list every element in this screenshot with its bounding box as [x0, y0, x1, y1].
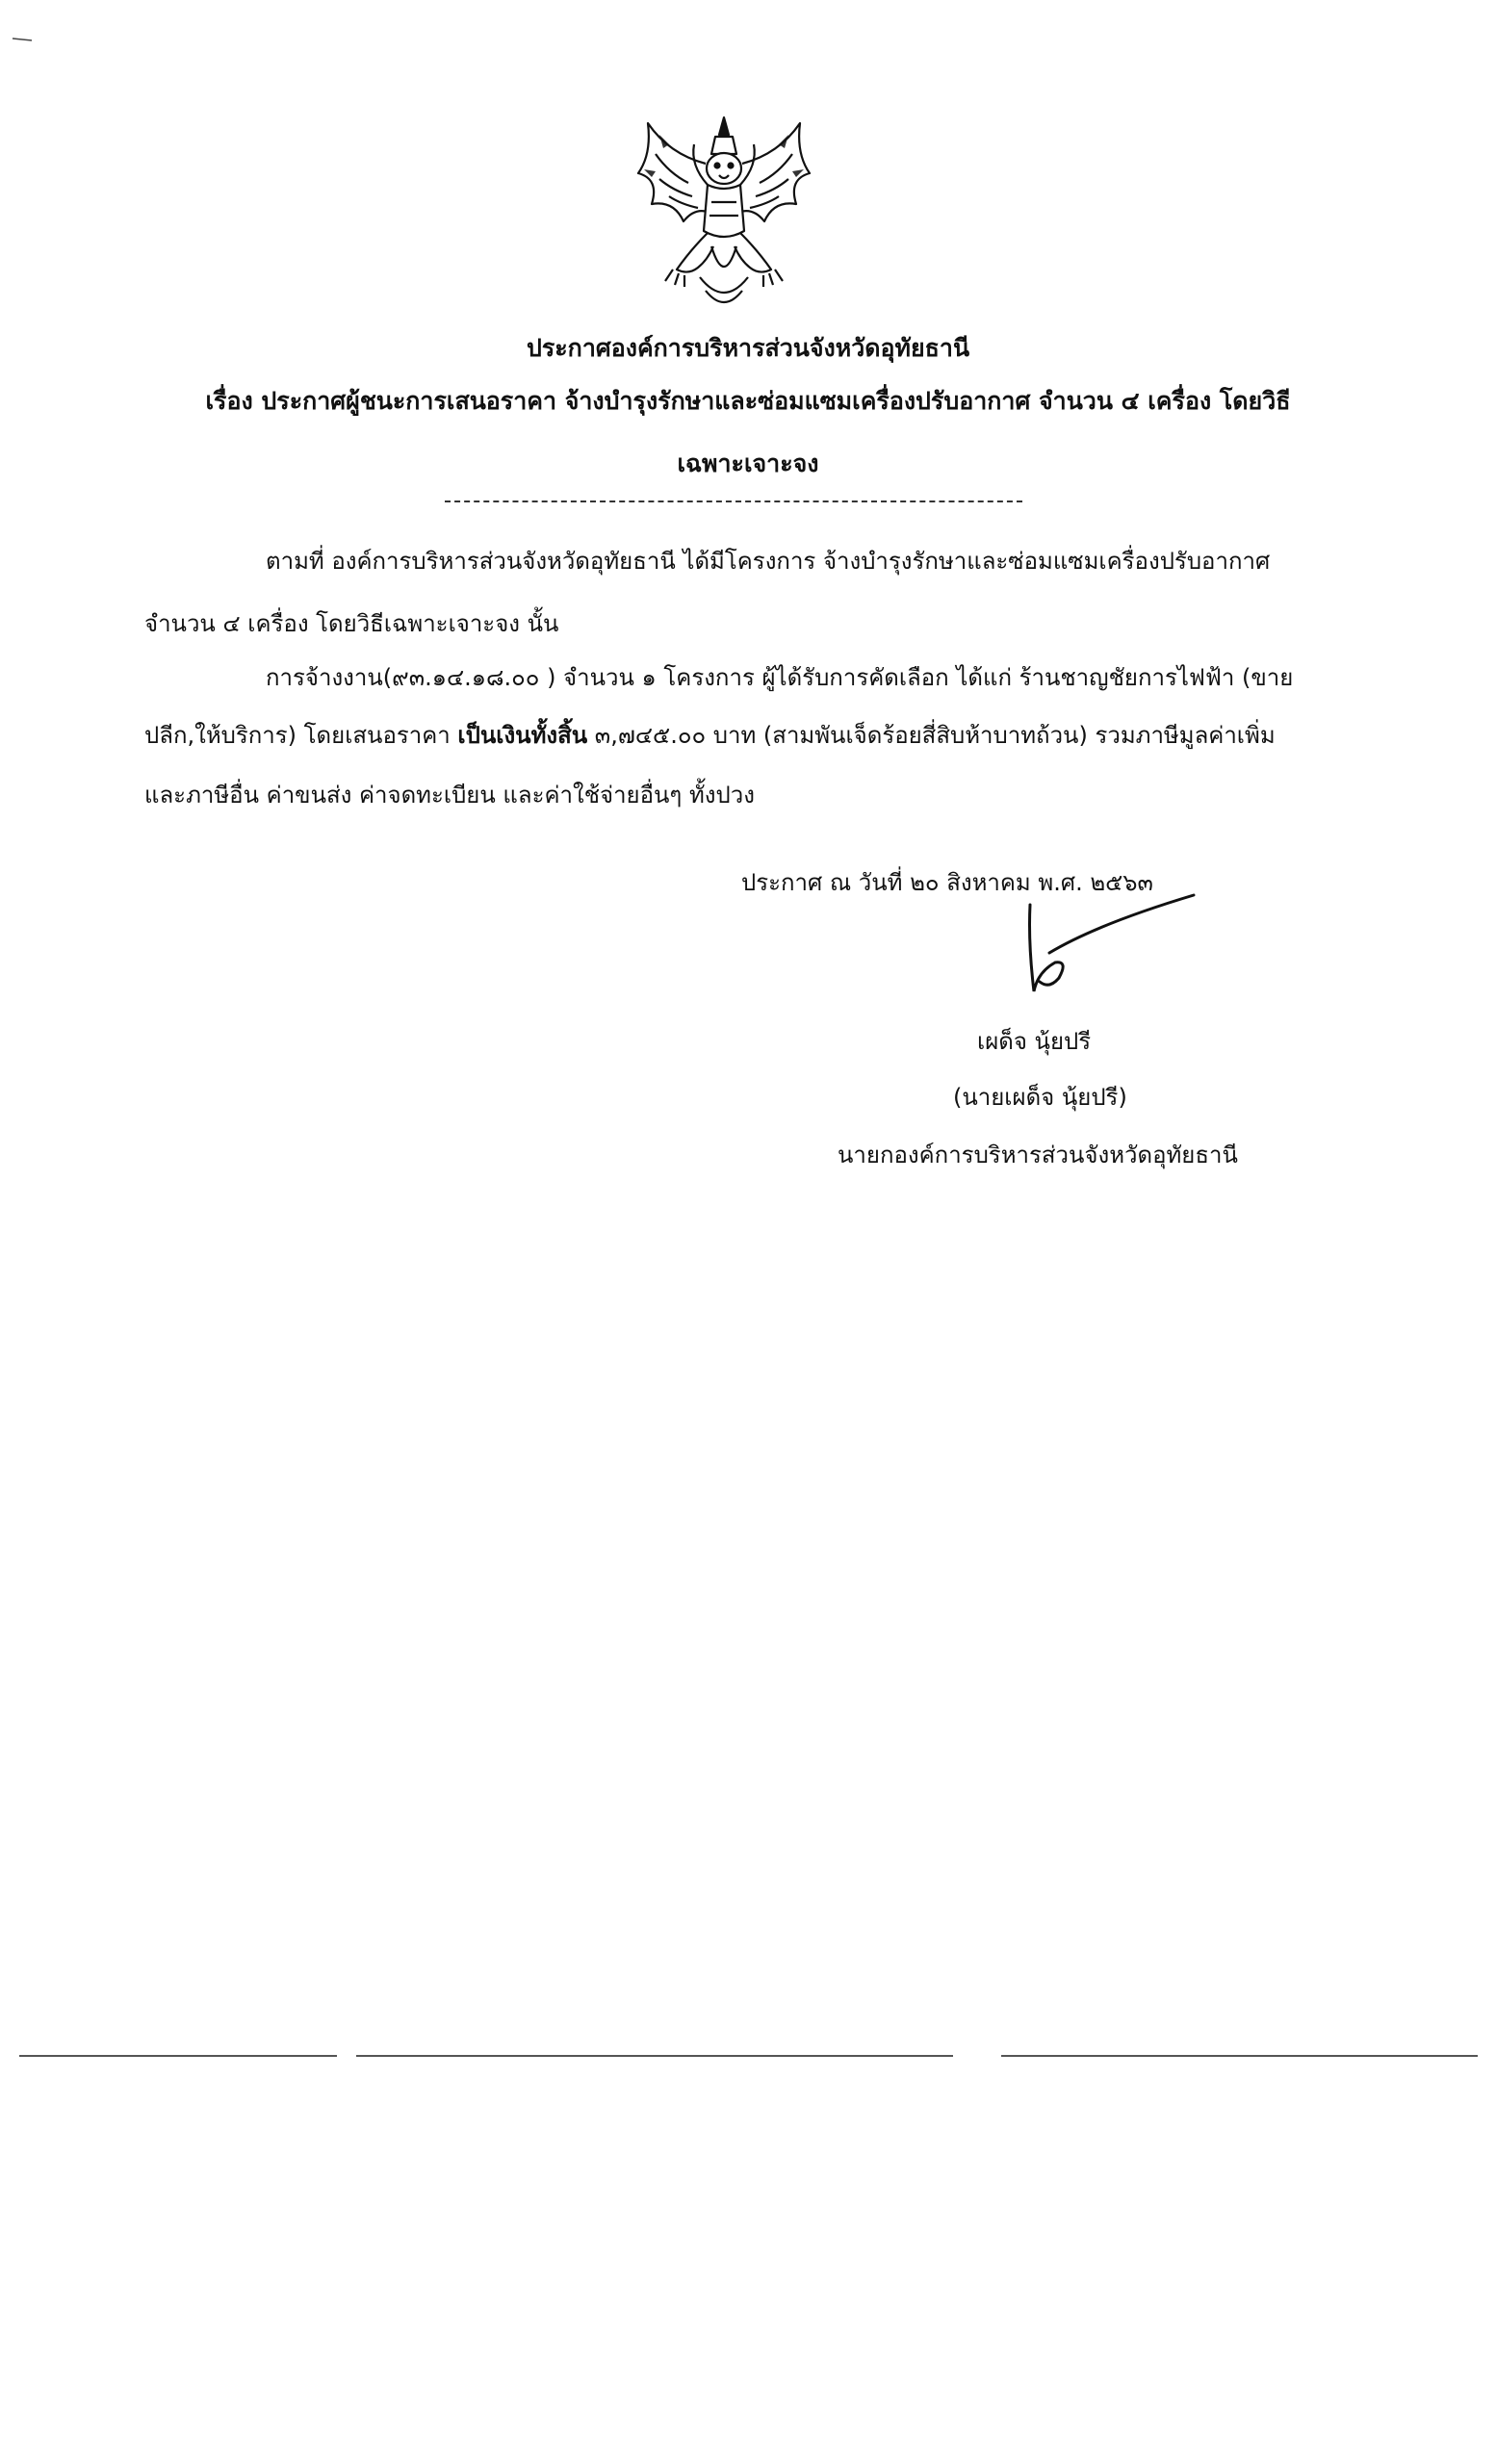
paragraph1-line1: ตามที่ องค์การบริหารส่วนจังหวัดอุทัยธานี ได้มีโครงการ จ้างบำรุงรักษาและซ่อมแซมเครื่องปรับอากาศ: [266, 548, 1271, 575]
signer-full-name: (นายเผด็จ นุ้ยปรี): [953, 1084, 1127, 1111]
paragraph2-line1: การจ้างงาน(๙๓.๑๔.๑๘.๐๐ ) จำนวน ๑ โครงการ ผู้ได้รับการคัดเลือก ได้แก่ ร้านชาญชัยการไฟฟ้า (ขาย: [266, 664, 1294, 691]
total-amount-label: เป็นเงินทั้งสิ้น: [457, 722, 588, 749]
paragraph2-line2-prefix: ปลีก,ให้บริการ) โดยเสนอราคา: [144, 722, 458, 749]
garuda-emblem-icon: [631, 116, 818, 318]
handwritten-signature: [1011, 886, 1203, 1020]
signer-position: นายกองค์การบริหารส่วนจังหวัดอุทัยธานี: [838, 1142, 1238, 1168]
document-title: ประกาศองค์การบริหารส่วนจังหวัดอุทัยธานี: [526, 334, 970, 362]
title-divider: [445, 500, 1022, 502]
paragraph2-line2: [144, 716, 1276, 754]
announcement-date: ประกาศ ณ วันที่ ๒๐ สิงหาคม พ.ศ. ๒๕๖๓: [741, 869, 1153, 896]
footer-rule-segment: [1001, 2055, 1478, 2057]
footer-rule-segment: [356, 2055, 953, 2057]
scan-artifact-mark: [12, 37, 33, 42]
signer-name: เผด็จ นุ้ยปรี: [977, 1028, 1092, 1055]
subject-line: เรื่อง ประกาศผู้ชนะการเสนอราคา จ้างบำรุงรักษาและซ่อมแซมเครื่องปรับอากาศ จำนวน ๔ เครื่อง โดยวิธี: [205, 387, 1291, 415]
footer-rule-segment: [19, 2055, 337, 2057]
paragraph2-line2-suffix: ๓,๗๔๕.๐๐ บาท (สามพันเจ็ดร้อยสี่สิบห้าบาทถ้วน) รวมภาษีมูลค่าเพิ่ม: [587, 722, 1276, 749]
subject-line-continued: เฉพาะเจาะจง: [677, 449, 819, 477]
paragraph1-line2: จำนวน ๔ เครื่อง โดยวิธีเฉพาะเจาะจง นั้น: [144, 610, 559, 637]
scan-artifact-arc: [828, 0, 943, 8]
paragraph2-line3: และภาษีอื่น ค่าขนส่ง ค่าจดทะเบียน และค่าใช้จ่ายอื่นๆ ทั้งปวง: [144, 782, 755, 808]
